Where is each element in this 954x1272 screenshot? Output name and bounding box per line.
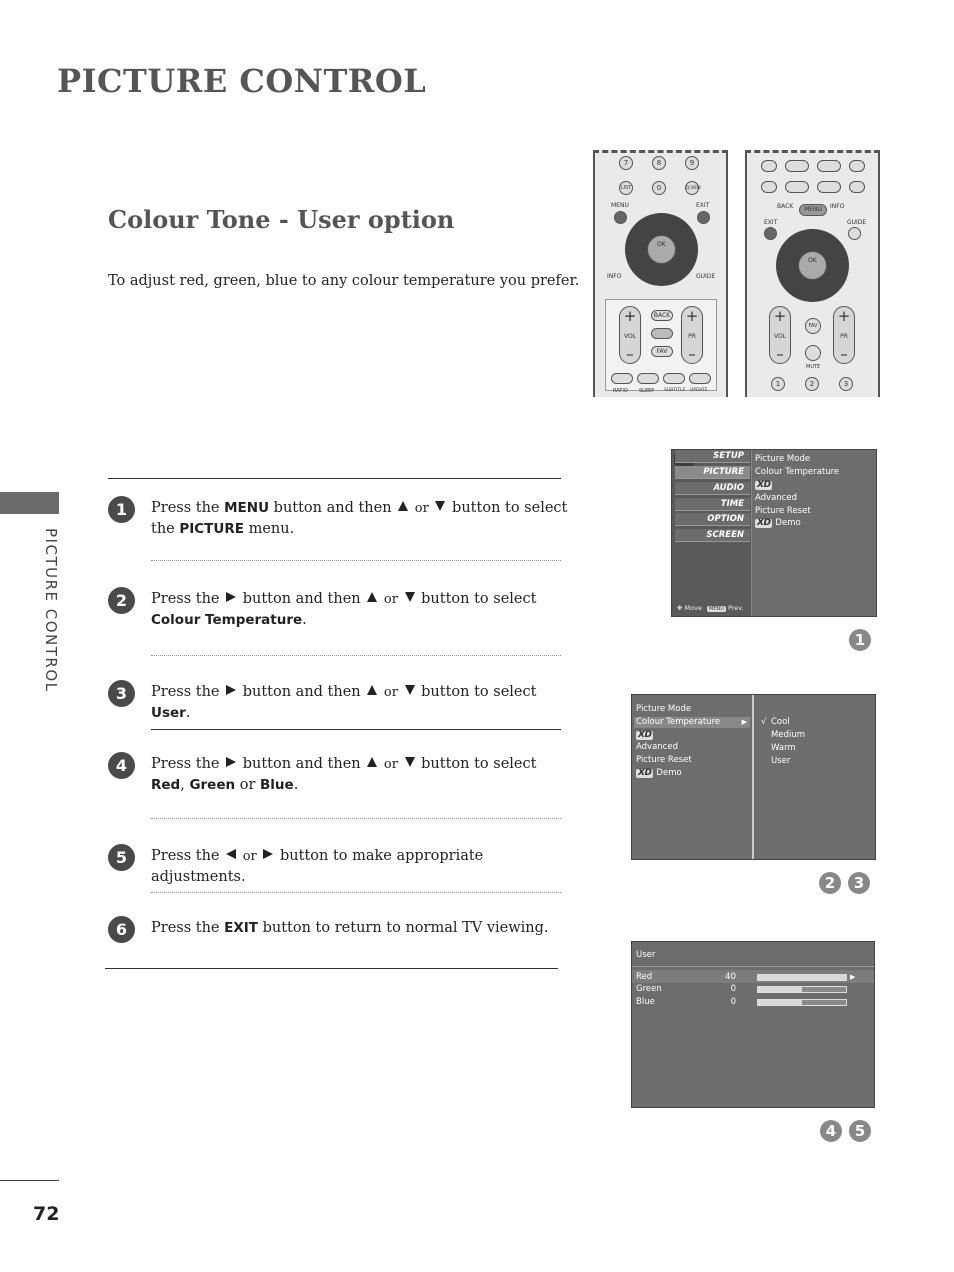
option-picture-reset[interactable]: Picture Reset — [636, 755, 692, 765]
fav-button: FAV — [805, 318, 821, 334]
right-arrow-icon: ▶ — [741, 718, 747, 726]
section-title: Colour Tone - User option — [108, 205, 455, 234]
move-hint: ✥ Move — [677, 604, 702, 612]
step-text: Press the or button to make appropriate adjustments. — [151, 848, 484, 885]
blue-value: 0 — [730, 997, 736, 1007]
list-button: LIST — [619, 181, 633, 195]
menu-button — [614, 211, 627, 224]
plus-icon: + — [685, 307, 699, 325]
slider-fill — [758, 975, 846, 980]
menu-button: MENU — [799, 204, 827, 216]
programme-rocker — [833, 306, 855, 364]
right-arrow-icon: ▶ — [850, 973, 856, 981]
green-value: 0 — [730, 984, 736, 994]
play-button — [785, 160, 809, 172]
info-label: INFO — [607, 273, 622, 280]
digit-0-button: 0 — [652, 181, 666, 195]
blue-slider[interactable] — [757, 999, 847, 1006]
menu-hint: MENU Prev. — [709, 604, 744, 612]
remote-control-2 — [745, 150, 880, 397]
step-text: Press the button and then or button to select Red, Green or Blue. — [151, 756, 537, 793]
step-text: Press the button and then or button to select Colour Temperature. — [151, 591, 537, 628]
digit-2-button: 2 — [805, 377, 819, 391]
plus-icon: + — [623, 307, 637, 325]
osd-user-rgb — [631, 941, 875, 1108]
step-separator — [151, 655, 561, 656]
digit-3-button: 3 — [839, 377, 853, 391]
green-label: Green — [636, 984, 662, 994]
minus-icon: – — [688, 345, 696, 363]
guide-label: GUIDE — [847, 219, 867, 226]
steps-mid-rule — [151, 729, 561, 730]
xd-logo-icon: XD — [638, 768, 652, 778]
xd-logo-icon: XD — [757, 518, 771, 528]
volume-rocker — [619, 306, 641, 364]
pause-button — [817, 160, 841, 172]
up-arrow-icon — [398, 501, 408, 511]
ok-button — [647, 235, 676, 264]
option-colour-temperature[interactable]: Colour Temperature — [755, 467, 840, 477]
title-divider — [632, 966, 874, 967]
red-value: 40 — [725, 972, 736, 982]
record-button — [761, 160, 777, 172]
right-arrow-icon — [226, 757, 236, 767]
step-badge-5: 5 — [849, 1120, 871, 1142]
user-title: User — [636, 950, 656, 960]
step-badge-3: 3 — [848, 872, 870, 894]
digit-8-button: 8 — [652, 156, 666, 170]
xd-logo-icon: XD — [757, 480, 771, 490]
exit-button — [764, 227, 777, 240]
right-arrow-icon — [226, 685, 236, 695]
menu-column — [672, 450, 752, 616]
up-arrow-icon — [367, 685, 377, 695]
fast-forward-button — [817, 181, 841, 193]
mute-button — [805, 345, 821, 361]
exit-label: EXIT — [764, 219, 778, 226]
option-picture-reset[interactable]: Picture Reset — [755, 506, 811, 516]
step-badge-4: 4 — [820, 1120, 842, 1142]
ok-button — [798, 251, 827, 280]
volume-rocker — [769, 306, 791, 364]
option-xd-demo[interactable]: XD Demo — [757, 518, 801, 528]
step-separator — [151, 560, 561, 561]
option-advanced[interactable]: Advanced — [755, 493, 797, 503]
exit-button — [697, 211, 710, 224]
value-warm[interactable]: Warm — [771, 743, 796, 753]
menu-item-picture[interactable]: PICTURE — [675, 466, 750, 479]
page-number: 72 — [33, 1203, 60, 1225]
ratio-label: RATIO — [613, 388, 628, 394]
page-number-rule — [0, 1180, 59, 1181]
sleep-button — [637, 373, 659, 384]
mute-button — [651, 328, 673, 339]
pr-label: PR — [688, 333, 696, 340]
option-picture-mode[interactable]: Picture Mode — [636, 704, 692, 714]
step-badge-1: 1 — [849, 629, 871, 651]
step-number: 4 — [108, 752, 135, 779]
option-advanced[interactable]: Advanced — [636, 742, 678, 752]
vol-label: VOL — [623, 333, 637, 340]
step-text: Press the button and then or button to select User. — [151, 684, 537, 721]
option-xd[interactable] — [755, 480, 775, 491]
page-title: PICTURE CONTROL — [57, 62, 427, 100]
step-number: 3 — [108, 680, 135, 707]
subtitle-label: SUBTITLE — [664, 388, 686, 393]
step-separator — [151, 818, 561, 819]
step-badge-2: 2 — [819, 872, 841, 894]
value-cool[interactable]: Cool — [771, 717, 790, 727]
option-xd-demo[interactable]: XD Demo — [638, 768, 682, 778]
update-label: UPDATE — [690, 388, 708, 393]
value-user[interactable]: User — [771, 756, 791, 766]
skip-back-button — [761, 181, 777, 193]
step-number: 1 — [108, 496, 135, 523]
option-picture-mode[interactable]: Picture Mode — [755, 454, 811, 464]
right-arrow-icon — [226, 592, 236, 602]
menu-item-audio[interactable]: AUDIO — [675, 482, 750, 495]
digit-9-button: 9 — [685, 156, 699, 170]
menu-label: MENU — [611, 202, 629, 209]
update-button — [689, 373, 711, 384]
steps-bottom-rule — [105, 968, 558, 969]
stop-button — [849, 160, 865, 172]
ok-label: OK — [808, 257, 817, 264]
step-text: Press the EXIT button to return to normal TV viewing. — [151, 920, 549, 936]
down-arrow-icon — [405, 592, 415, 602]
menu-divider — [752, 695, 754, 859]
check-icon: √ — [761, 717, 767, 727]
remote-control-1 — [593, 150, 728, 397]
programme-rocker — [681, 306, 703, 364]
steps-top-rule — [108, 478, 561, 479]
exit-label: EXIT — [696, 202, 710, 209]
back-button: BACK — [651, 310, 673, 321]
value-medium[interactable]: Medium — [771, 730, 805, 740]
side-tab-marker — [0, 492, 59, 514]
osd-colour-temperature — [631, 694, 876, 860]
up-arrow-icon — [367, 757, 377, 767]
right-arrow-icon — [263, 849, 273, 859]
intro-text: To adjust red, green, blue to any colour temperature you prefer. — [108, 273, 580, 289]
step-number: 6 — [108, 916, 135, 943]
menu-item-setup[interactable]: SETUP — [675, 450, 750, 463]
down-arrow-icon — [405, 685, 415, 695]
green-slider[interactable] — [757, 986, 847, 993]
digit-7-button: 7 — [619, 156, 633, 170]
slider-fill — [758, 987, 802, 992]
menu-item-time[interactable]: TIME — [675, 498, 750, 511]
fav-button: FAV — [651, 346, 673, 357]
subtitle-button — [663, 373, 685, 384]
slider-fill — [758, 1000, 802, 1005]
xd-logo-icon: XD — [638, 730, 652, 740]
down-arrow-icon — [405, 757, 415, 767]
vol-label: VOL — [773, 333, 787, 340]
blue-label: Blue — [636, 997, 655, 1007]
info-label: INFO — [830, 203, 845, 210]
minus-icon: – — [776, 345, 784, 363]
menu-item-option[interactable]: OPTION — [675, 513, 750, 526]
step-text: Press the MENU button and then or button to select the PICTURE menu. — [151, 500, 568, 537]
left-arrow-icon — [226, 849, 236, 859]
rewind-button — [785, 181, 809, 193]
guide-label: GUIDE — [696, 273, 716, 280]
option-xd[interactable] — [636, 730, 656, 741]
sleep-label: SLEEP — [639, 388, 655, 394]
step-separator — [151, 892, 561, 893]
plus-icon: + — [837, 307, 851, 325]
guide-button — [848, 227, 861, 240]
skip-forward-button — [849, 181, 865, 193]
minus-icon: – — [840, 345, 848, 363]
ratio-button — [611, 373, 633, 384]
step-number: 5 — [108, 844, 135, 871]
step-number: 2 — [108, 587, 135, 614]
digit-1-button: 1 — [771, 377, 785, 391]
up-arrow-icon — [367, 592, 377, 602]
menu-item-screen[interactable]: SCREEN — [675, 529, 750, 542]
option-colour-temperature[interactable]: Colour Temperature ▶ — [634, 717, 750, 728]
down-arrow-icon — [435, 501, 445, 511]
mute-label: MUTE — [806, 364, 821, 370]
back-label: BACK — [777, 203, 794, 210]
side-label: PICTURE CONTROL — [42, 528, 60, 693]
osd-picture-menu — [671, 449, 877, 617]
minus-icon: – — [626, 345, 634, 363]
qview-button: Q.VIEW — [685, 181, 699, 195]
plus-icon: + — [773, 307, 787, 325]
red-slider[interactable] — [757, 974, 847, 981]
ok-label: OK — [657, 241, 666, 248]
pr-label: PR — [840, 333, 848, 340]
red-label: Red — [636, 972, 653, 982]
